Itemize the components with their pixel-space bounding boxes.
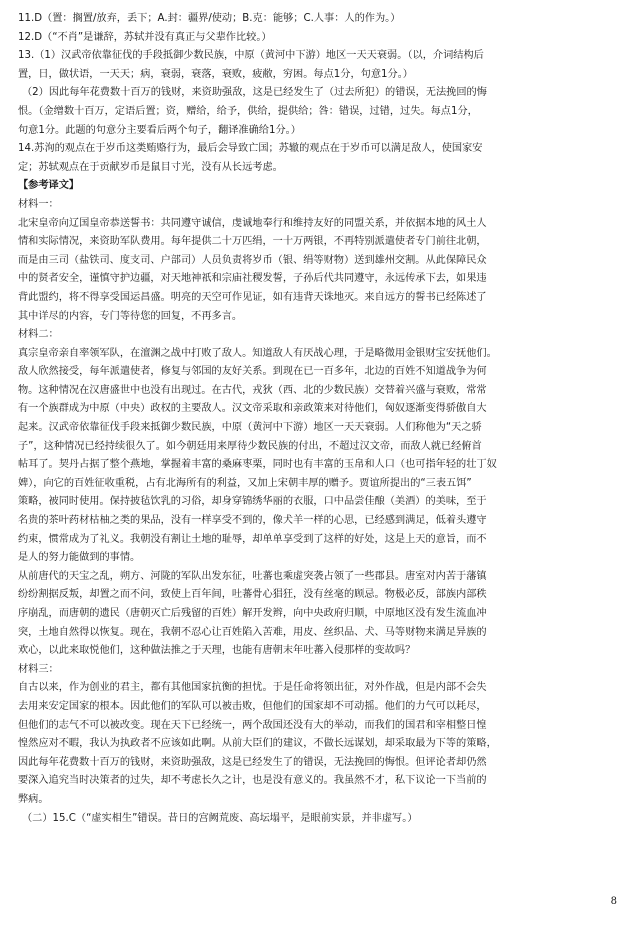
material-1-heading: 材料一： [18, 198, 59, 210]
page-number: 8 [610, 896, 617, 907]
answer-13-1: 13.（1）汉武帝依靠征伐的手段抵御少数民族，中原（黄河中下游）地区一天天衰弱。（以，介词结构后 [18, 50, 484, 62]
material-2-text: 子”，这种情况已经持续很久了。如今朝廷用来厚待少数民族的付出，不超过汉文帝，而敌人就已经俯首 [18, 440, 482, 452]
material-3-text: 去用来安定国家的根本。因此他们的军队可以被击败，但他们的国家却不可动摇。他们的力气可以耗尽， [18, 700, 487, 712]
material-2-text: 婢），向它的百姓征收重税，占有北海所有的利益，又加上宋朝丰厚的赠予。贾谊所提出的“三表五饵” [18, 477, 472, 489]
material-3-text: 因此每年花费数十百万的钱财，来资助强敌，这是已经发生了的错误，无法挽回的悔恨。但评论者却仍然 [18, 756, 487, 768]
answer-15: （二）15.C（“虚实相生”错误。昔日的宫阙荒废、高坛塌平，是眼前实景，并非虚写。） [22, 812, 418, 824]
material-2-text: 欢心，以此来取悦他们，这种做法推之于天理，也能有唐朝末年吐蕃入侵那样的变故吗？ [18, 645, 416, 657]
material-2-heading: 材料二： [18, 329, 59, 341]
material-2-text: 是人的努力能做到的事情。 [18, 552, 141, 564]
material-3-text: 但他们的志气不可以被改变。现在天下已经统一，两个敌国还没有大的举动，而我们的国君和宰相整日惶 [18, 719, 487, 731]
material-3-text: 自古以来，作为创业的君主，都有其他国家抗衡的担忧。于是任命将领出征，对外作战，但是内部不会失 [18, 682, 487, 694]
material-1-text: 而是由三司（盐铁司、度支司、户部司）人员负责将岁币（银、绢等财物）送到雄州交割。从此保障民众 [18, 254, 487, 266]
answer-13-2-cont: 恨。（金缯数十百万，定语后置；资，赠给，给予，供给，提供给；咎：错误，过错，过失。每点1分， [18, 105, 478, 117]
document-body [18, 10, 624, 828]
material-2-text: 起来。汉武帝依靠征伐手段来抵御少数民族，中原（黄河中下游）地区一天天衰弱。人们称他为“天之骄 [18, 422, 482, 434]
material-2-text: 纷纷割据反叛，却置之而不问，致使上百年间，吐蕃骨心猖狂，没有丝毫的顾忌。物极必反，部族内部秩 [18, 589, 487, 601]
answer-13-2-cont: 句意1分。此题的句意分主要看后两个句子，翻译准确给1分。） [18, 124, 301, 136]
material-2-text: 策略，被同时使用。保持披毡饮乳的习俗，却身穿锦绣华丽的衣服，口中品尝佳酿（美酒）的美味，至于 [18, 496, 487, 508]
material-2-text: 从前唐代的天宝之乱，朔方、河陇的军队出发东征，吐蕃也乘虚突袭占领了一些郡县。唐室对内苦于藩镇 [18, 570, 487, 582]
material-2-text: 真宗皇帝亲自率领军队，在澶渊之战中打败了敌人。知道敌人有厌战心理，于是略微用金银财宝安抚他们。 [18, 347, 497, 359]
material-1-text: 中的贤者安全，谨慎守护边疆，对天地神祇和宗庙社稷发誓，子孙后代共同遵守，永远传承下去，如果违 [18, 273, 487, 285]
answer-13-2: （2）因此每年花费数十百万的钱财，来资助强敌，这是已经发生了（过去所犯）的错误，无法挽回的悔 [22, 87, 487, 99]
material-2-text: 物。这种情况在汉唐盛世中也没有出现过。在古代，戎狄（西、北的少数民族）交替着兴盛与衰败，常常 [18, 384, 487, 396]
material-3-text: 要深入追究当时决策者的过失，却不考虑长久之计，也是没有意义的。我虽然不才，私下议论一下当前的 [18, 775, 487, 787]
material-2-text: 突，土地自然得以恢复。现在，我朝不忍心让百姓陷入苦难，用皮、丝织品、犬、马等财物来满足异族的 [18, 626, 487, 638]
material-2-text: 约束，惯常成为了礼义。我朝没有割让土地的耻辱，却单单享受到了这样的好处，这是上天的意旨，而不 [18, 533, 487, 545]
material-2-text: 帖耳了。契丹占据了整个燕地，掌握着丰富的桑麻枣栗，同时也有丰富的玉帛和人口（也可指年轻的壮丁奴 [18, 459, 497, 471]
material-1-text: 背此盟约，将不得享受国运昌盛。明亮的天空可作见证，如有违背天诛地灭。来自远方的誓书已经陈述了 [18, 291, 487, 303]
material-3-heading: 材料三： [18, 663, 59, 675]
answer-11: 11.D（置：搁置/放弃，丢下；A.封：疆界/使动；B.克：能够；C.人事：人的作为。） [18, 13, 401, 24]
material-2-text: 敌人欣然接受，每年派遣使者，修复与邻国的友好关系。到现在已一百多年，北边的百姓不知道战争为何 [18, 366, 487, 378]
answer-13-1-cont: 置，日，做状语，一天天；病，衰弱，衰落，衰败，疲敝，穷困。每点1分，句意1分。） [18, 68, 413, 80]
answer-14-cont: 定；苏轼观点在于贡献岁币是鼠目寸光，没有从长远考虑。 [18, 161, 283, 173]
material-1-text: 北宋皇帝向辽国皇帝恭送誓书：共同遵守诚信，虔诚地奉行和维持友好的同盟关系，并依据本地的风土人 [18, 217, 487, 229]
material-3-text: 惶然应对不暇，我认为执政者不应该如此啊。从前大臣们的建议，不做长远谋划，却采取最为下等的策略， [18, 738, 497, 750]
material-1-text: 情和实际情况，来资助军队费用。每年提供二十万匹绢，一十万两银，不再特别派遣使者专门前往北朝， [18, 236, 487, 248]
material-3-text: 弊病。 [18, 793, 49, 805]
answer-12: 12.D（“不肖”是谦辞，苏轼并没有真正与父辈作比较。） [18, 31, 272, 43]
material-2-text: 有一个族群成为中原（中央）政权的主要敌人。汉文帝采取和亲政策来对待他们，匈奴逐渐变得骄傲自大 [18, 403, 487, 415]
answer-14: 14.苏洵的观点在于岁币这类贿赂行为，最后会导致亡国；苏辙的观点在于岁币可以满足敌人，使国家安 [18, 143, 483, 155]
material-1-text: 其中详尽的内容，专门等待您的回复，不再多言。 [18, 310, 243, 322]
material-2-text: 名贵的茶叶药材枯柚之类的果品，没有一样享受不到的，像犬羊一样的心思，已经感到满足，低着头遵守 [18, 515, 487, 527]
material-2-text: 序崩乱，而唐朝的遗民（唐朝灭亡后残留的百姓）解开发辫，向中央政府归顺，中原地区没有发生流血冲 [18, 608, 487, 619]
section-heading-translation: 【参考译文】 [18, 180, 80, 192]
